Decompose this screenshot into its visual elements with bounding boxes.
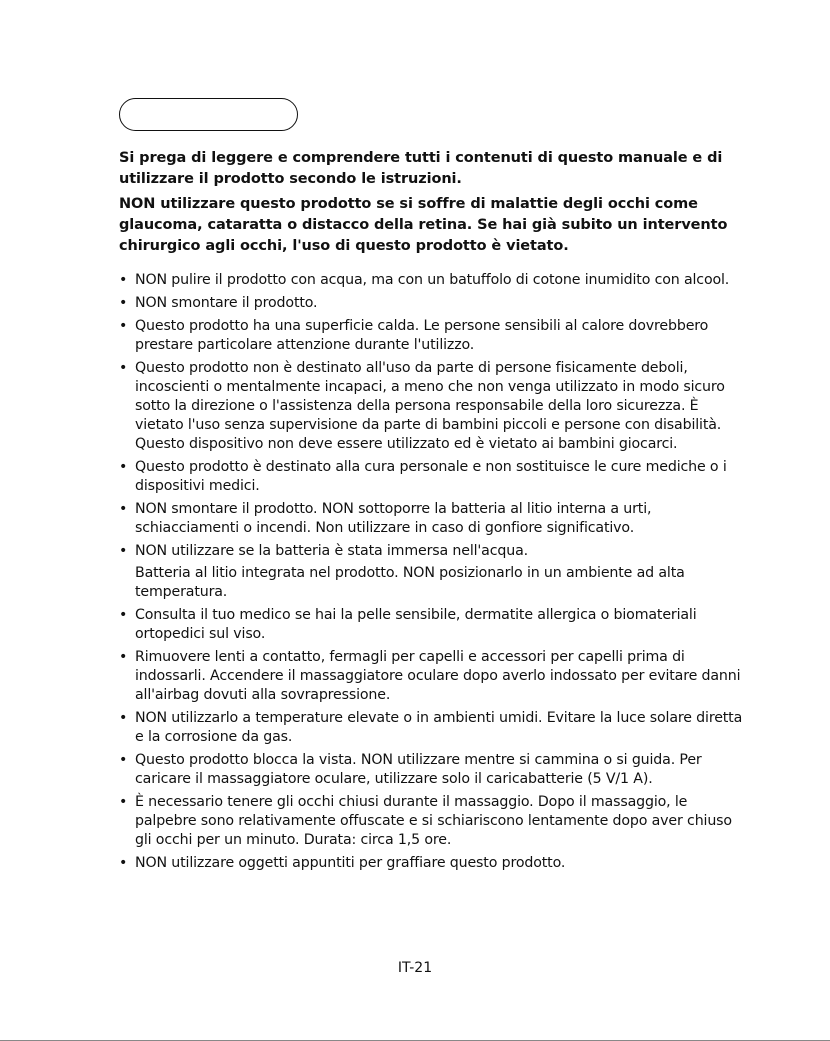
list-item: • NON utilizzare se la batteria è stata immersa nell'acqua. Batteria al litio integrata nel prodotto. NON posizionarlo in un ambiente ad alta temperatura. <box>119 542 744 602</box>
list-item: • NON pulire il prodotto con acqua, ma con un batuffolo di cotone inumidito con alcool. <box>119 271 744 290</box>
intro-paragraph-1: Si prega di leggere e comprendere tutti i contenuti di questo manuale e di utilizzare il prodotto secondo le istruzioni. <box>119 150 723 187</box>
list-item: • È necessario tenere gli occhi chiusi durante il massaggio. Dopo il massaggio, le palpebre sono relativamente offuscate e si schiariscono lentamente dopo aver chiuso gli occhi per un minuto. Durata: circa 1,5 ore. <box>119 793 744 850</box>
intro-paragraph-2: NON utilizzare questo prodotto se si soffre di malattie degli occhi come glaucoma, cataratta o distacco della retina. Se hai già subito un intervento chirurgico agli occhi, l'uso di questo prodotto è vietato. <box>119 196 728 254</box>
list-item: • Consulta il tuo medico se hai la pelle sensibile, dermatite allergica o biomateriali ortopedici sul viso. <box>119 606 744 644</box>
section-header-pill <box>119 98 298 131</box>
list-item: • Questo prodotto ha una superficie calda. Le persone sensibili al calore dovrebbero prestare particolare attenzione durante l'utilizzo. <box>119 317 744 355</box>
list-item-continuation: Batteria al litio integrata nel prodotto. NON posizionarlo in un ambiente ad alta temperatura. <box>135 565 685 600</box>
list-item: • NON utilizzare oggetti appuntiti per graffiare questo prodotto. <box>119 854 744 873</box>
list-item: • Questo prodotto blocca la vista. NON utilizzare mentre si cammina o si guida. Per caricare il massaggiatore oculare, utilizzare solo il caricabatterie (5 V/1 A). <box>119 751 744 789</box>
page-number: IT-21 <box>397 960 433 976</box>
list-item: • Questo prodotto non è destinato all'uso da parte di persone fisicamente deboli, incoscienti o mentalmente incapaci, a meno che non venga utilizzato in modo sicuro sotto la direzione o l'assistenza della persona responsabile della loro sicurezza. È vietato l'uso senza supervisione da parte di bambini piccoli e persone con disabilità. Questo dispositivo non deve essere utilizzato ed è vietato ai bambini giocarci. <box>119 359 744 454</box>
list-item: • NON smontare il prodotto. <box>119 294 744 313</box>
list-item: • NON utilizzarlo a temperature elevate o in ambienti umidi. Evitare la luce solare diretta e la corrosione da gas. <box>119 709 744 747</box>
list-item: • Rimuovere lenti a contatto, fermagli per capelli e accessori per capelli prima di indossarli. Accendere il massaggiatore oculare dopo averlo indossato per evitare danni all'airbag dovuti alla sovrapressione. <box>119 648 744 705</box>
list-item: • Questo prodotto è destinato alla cura personale e non sostituisce le cure mediche o i dispositivi medici. <box>119 458 744 496</box>
safety-list <box>119 271 744 877</box>
list-item: • NON smontare il prodotto. NON sottoporre la batteria al litio interna a urti, schiacciamenti o incendi. Non utilizzare in caso di gonfiore significativo. <box>119 500 744 538</box>
